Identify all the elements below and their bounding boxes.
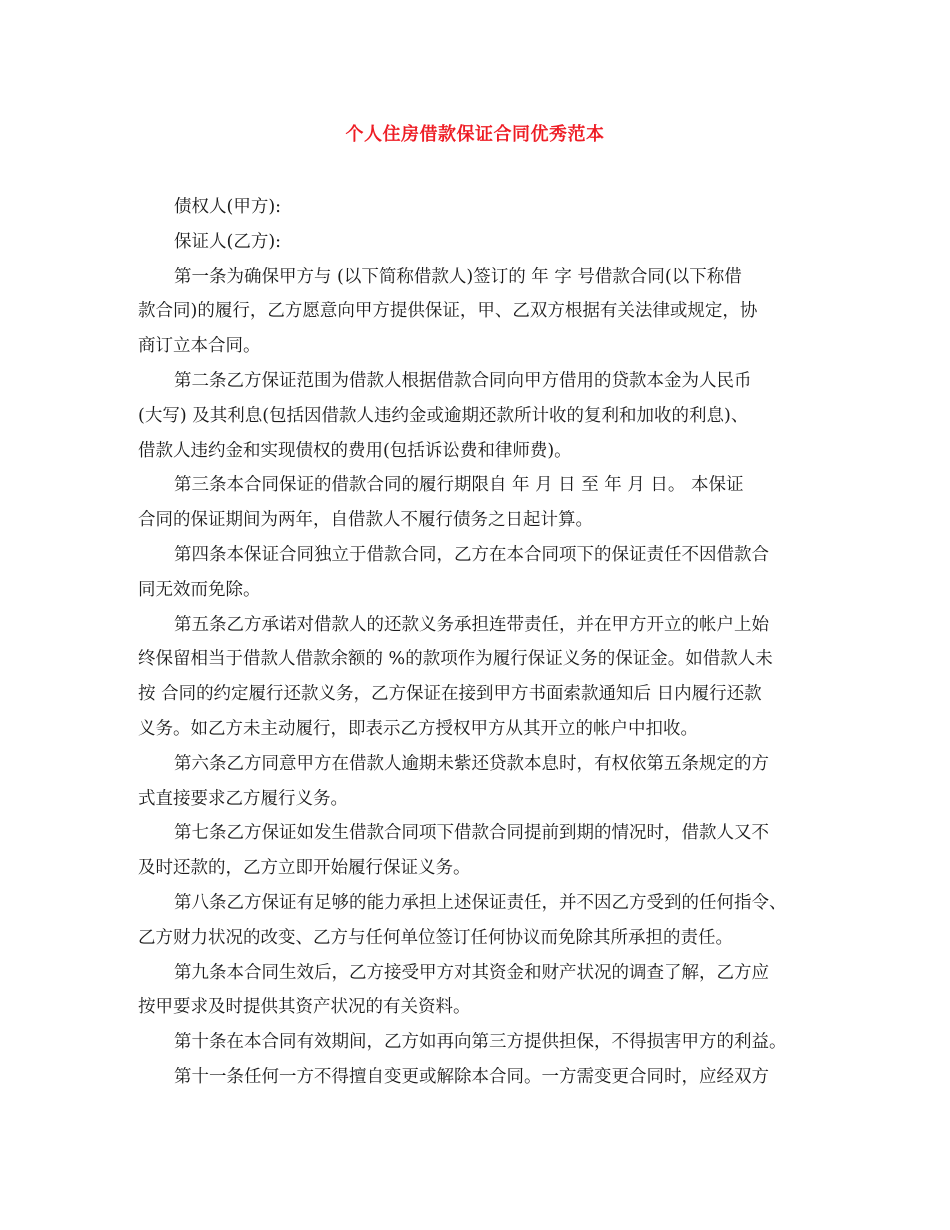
document-line: 第十一条任何一方不得擅自变更或解除本合同。一方需变更合同时，应经双方 — [174, 1066, 769, 1087]
document-line: 债权人(甲方): — [174, 197, 282, 217]
document-line: 义务。如乙方未主动履行，即表示乙方授权甲方从其开立的帐户中扣收。 — [138, 718, 698, 739]
document-line: 第三条本合同保证的借款合同的履行期限自 年 月 日 至 年 月 日。 本保证 — [174, 475, 744, 496]
document-line: 及时还款的，乙方立即开始履行保证义务。 — [138, 858, 471, 879]
document-line: 商订立本合同。 — [138, 336, 261, 357]
document-line: 按甲要求及时提供其资产状况的有关资料。 — [138, 997, 471, 1018]
document-line: 终保留相当于借款人借款余额的 %的款项作为履行保证义务的保证金。如借款人未 — [138, 649, 773, 670]
document-line: 第八条乙方保证有足够的能力承担上述保证责任，并不因乙方受到的任何指令、 — [174, 892, 787, 913]
document-line: 第十条在本合同有效期间，乙方如再向第三方提供担保，不得损害甲方的利益。 — [174, 1032, 787, 1053]
document-title: 个人住房借款保证合同优秀范本 — [345, 124, 605, 145]
document-line: 合同的保证期间为两年，自借款人不履行债务之日起计算。 — [138, 510, 593, 531]
document-line: 第二条乙方保证范围为借款人根据借款合同向甲方借用的贷款本金为人民币 — [174, 370, 752, 391]
document-line: 第四条本保证合同独立于借款合同，乙方在本合同项下的保证责任不因借款合 — [174, 544, 769, 565]
document-line: 款合同)的履行，乙方愿意向甲方提供保证，甲、乙双方根据有关法律或规定，协 — [138, 301, 758, 322]
document-line: 保证人(乙方): — [174, 231, 282, 252]
document-line: 借款人违约金和实现债权的费用(包括诉讼费和律师费)。 — [138, 440, 572, 461]
document-line: 第一条为确保甲方与 (以下简称借款人)签订的 年 字 号借款合同(以下称借 — [174, 266, 742, 287]
document-line: 按 合同的约定履行还款义务，乙方保证在接到甲方书面索款通知后 日内履行还款 — [138, 684, 762, 705]
document-line: 第六条乙方同意甲方在借款人逾期未紫还贷款本息时，有权依第五条规定的方 — [174, 753, 769, 774]
document-body — [138, 190, 813, 1095]
document-line: 同无效而免除。 — [138, 579, 261, 600]
document-line: 第七条乙方保证如发生借款合同项下借款合同提前到期的情况时，借款人又不 — [174, 823, 769, 844]
document-line: 第九条本合同生效后，乙方接受甲方对其资金和财产状况的调查了解，乙方应 — [174, 962, 769, 983]
document-line: 式直接要求乙方履行义务。 — [138, 788, 348, 809]
document-line: 乙方财力状况的改变、乙方与任何单位签订任何协议而免除其所承担的责任。 — [138, 927, 733, 948]
document-line: 第五条乙方承诺对借款人的还款义务承担连带责任，并在甲方开立的帐户上始 — [174, 614, 769, 635]
document-line: (大写) 及其利息(包括因借款人违约金或逾期还款所计收的复利和加收的利息)、 — [138, 405, 749, 426]
